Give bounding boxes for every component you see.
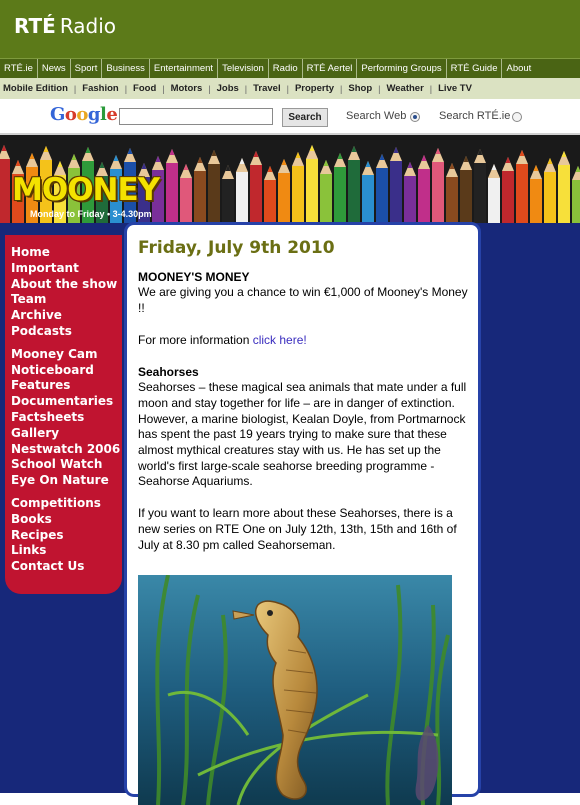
sidebar-link[interactable]: Factsheets (5, 410, 122, 426)
sidebar-link[interactable]: Podcasts (5, 324, 122, 340)
primary-nav-item[interactable]: Sport (71, 59, 103, 78)
search-web-label: Search Web (346, 110, 406, 122)
nav-separator: | (245, 84, 247, 94)
more-info: For more information click here! (138, 333, 468, 349)
secondary-nav-item[interactable]: Jobs (217, 83, 239, 94)
right-margin (481, 223, 580, 793)
show-schedule: Monday to Friday • 3-4.30pm (30, 209, 152, 219)
primary-nav-item[interactable]: Business (102, 59, 150, 78)
nav-separator: | (162, 84, 164, 94)
seahorse-heading: Seahorses (138, 365, 468, 381)
nav-separator: | (208, 84, 210, 94)
sidebar-link[interactable]: Archive (5, 308, 122, 324)
nav-separator: | (378, 84, 380, 94)
sidebar-link[interactable]: Books (5, 512, 122, 528)
secondary-nav-item[interactable]: Motors (171, 83, 203, 94)
show-title: MOONEY (12, 172, 159, 208)
nav-separator: | (340, 84, 342, 94)
sidebar-link[interactable]: Mooney Cam (5, 347, 122, 363)
google-logo: Google (50, 104, 117, 125)
nav-separator: | (430, 84, 432, 94)
sidebar-link[interactable]: Eye On Nature (5, 473, 122, 489)
money-heading: MOONEY'S MONEY (138, 270, 468, 286)
primary-nav-item[interactable]: Television (218, 59, 269, 78)
sidebar-link[interactable]: Features (5, 378, 122, 394)
secondary-nav-item[interactable]: Food (133, 83, 156, 94)
rte-radio-logo[interactable]: RTÉ Radio (14, 14, 116, 38)
sidebar-link[interactable]: Important (5, 261, 122, 277)
secondary-nav-item[interactable]: Property (295, 83, 334, 94)
search-button[interactable]: Search (282, 108, 328, 127)
search-site-label: Search RTÉ.ie (439, 110, 510, 122)
site-header (0, 0, 580, 58)
sidebar-link[interactable]: School Watch (5, 457, 122, 473)
sidebar-link[interactable]: Noticeboard (5, 363, 122, 379)
nav-separator: | (74, 84, 76, 94)
sidebar-spacer (5, 340, 122, 347)
secondary-nav-item[interactable]: Shop (348, 83, 372, 94)
nav-separator: | (125, 84, 127, 94)
sidebar-link[interactable]: Contact Us (5, 559, 122, 575)
secondary-nav-item[interactable]: Mobile Edition (3, 83, 68, 94)
sidebar-link[interactable]: About the show (5, 277, 122, 293)
sidebar-link[interactable]: Documentaries (5, 394, 122, 410)
secondary-nav-item[interactable]: Travel (253, 83, 280, 94)
primary-nav (0, 58, 580, 78)
secondary-nav (0, 78, 580, 99)
primary-nav-item[interactable]: RTÉ Guide (447, 59, 503, 78)
series-text: If you want to learn more about these Seahorses, there is a new series on RTE One on July 12th, 13th, 15th and 16th of July at 8.30 pm called Seahorseman. (138, 506, 468, 553)
main-content (124, 222, 481, 797)
show-banner (0, 135, 580, 223)
primary-nav-item[interactable]: RTÉ.ie (0, 59, 38, 78)
secondary-nav-item[interactable]: Weather (386, 83, 423, 94)
money-text: We are giving you a chance to win €1,000 of Mooney's Money !! (138, 285, 468, 316)
primary-nav-item[interactable]: RTÉ Aertel (303, 59, 358, 78)
primary-nav-item[interactable]: Radio (269, 59, 303, 78)
primary-nav-item[interactable]: Performing Groups (357, 59, 446, 78)
sidebar-link[interactable]: Gallery (5, 426, 122, 442)
search-input[interactable] (119, 108, 273, 125)
sidebar-spacer (5, 489, 122, 496)
sidebar-link[interactable]: Recipes (5, 528, 122, 544)
secondary-nav-item[interactable]: Live TV (438, 83, 472, 94)
sidebar-link[interactable]: Links (5, 543, 122, 559)
sidebar-link[interactable]: Competitions (5, 496, 122, 512)
primary-nav-item[interactable]: About (502, 59, 535, 78)
nav-separator: | (287, 84, 289, 94)
click-here-link[interactable]: click here! (253, 333, 307, 347)
primary-nav-item[interactable]: News (38, 59, 71, 78)
page-date: Friday, July 9th 2010 (138, 241, 468, 257)
sidebar-nav (5, 235, 122, 594)
sidebar-link[interactable]: Team (5, 292, 122, 308)
sidebar-link[interactable]: Nestwatch 2006 (5, 442, 122, 458)
primary-nav-item[interactable]: Entertainment (150, 59, 218, 78)
seahorse-photo (138, 575, 452, 805)
search-web-radio[interactable] (410, 112, 420, 122)
seahorse-text: Seahorses – these magical sea animals that mate under a full moon and stay together for life – are in danger of extinction. However, a marine biologist, Kealan Doyle, from Portmarnock has spent the past 19 years trying to make sure that these almost mythical creatures stay with us. He has set up the world's first large-scale seahorse breeding programme - Seahorse Aquariums. (138, 380, 468, 490)
search-site-radio[interactable] (512, 112, 522, 122)
secondary-nav-item[interactable]: Fashion (82, 83, 118, 94)
sidebar-link[interactable]: Home (5, 245, 122, 261)
